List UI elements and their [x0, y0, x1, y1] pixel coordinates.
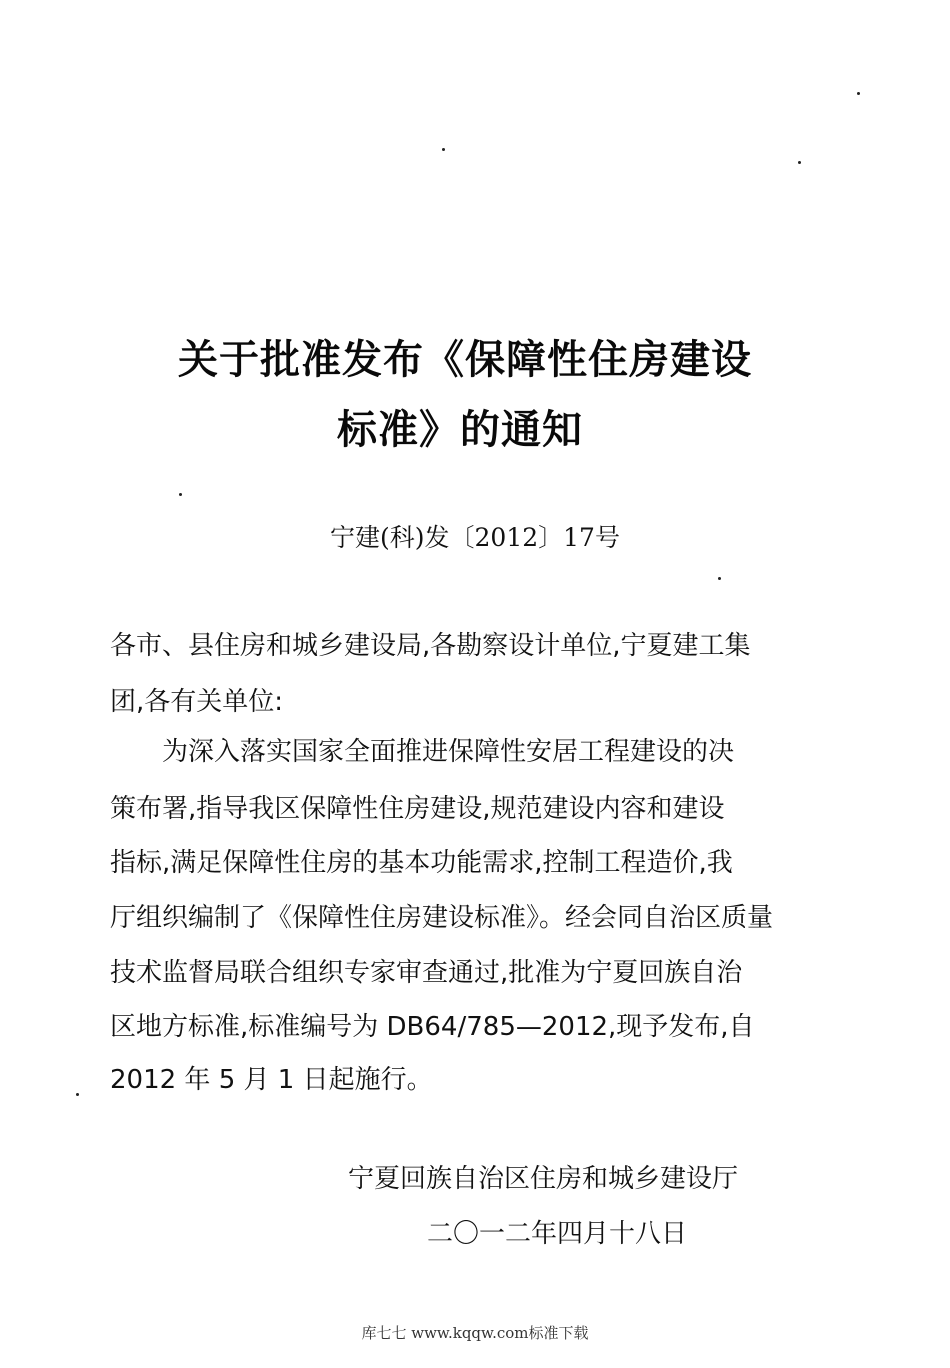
body-line-addressees-cont: 团,各有关单位:	[110, 687, 284, 717]
body-line-addressees: 各市、县住房和城乡建设局,各勘察设计单位,宁夏建工集	[110, 631, 751, 661]
body-line: 策布署,指导我区保障性住房建设,规范建设内容和建设	[110, 794, 725, 824]
scan-speck	[179, 493, 182, 496]
body-line: 为深入落实国家全面推进保障性安居工程建设的决	[162, 737, 735, 767]
issue-date: 二〇一二年四月十八日	[427, 1219, 688, 1249]
document-number: 宁建(科)发〔2012〕17号	[330, 523, 620, 552]
body-line: 指标,满足保障性住房的基本功能需求,控制工程造价,我	[110, 848, 733, 878]
notice-title-line-1: 关于批准发布《保障性住房建设	[178, 337, 752, 383]
footer-watermark: 库七七 www.kqqw.com标准下载	[361, 1324, 589, 1342]
scan-speck	[718, 577, 721, 580]
notice-title-line-2: 标准》的通知	[337, 407, 583, 453]
body-line: 2012 年 5 月 1 日起施行。	[110, 1065, 433, 1095]
scan-speck	[442, 148, 445, 151]
scan-speck	[76, 1093, 79, 1096]
scan-speck	[798, 161, 801, 164]
body-line: 厅组织编制了《保障性住房建设标准》。经会同自治区质量	[110, 903, 774, 933]
issuing-organization: 宁夏回族自治区住房和城乡建设厅	[348, 1164, 739, 1194]
body-line: 技术监督局联合组织专家审查通过,批准为宁夏回族自治	[110, 958, 743, 988]
body-line: 区地方标准,标准编号为 DB64/785—2012,现予发布,自	[110, 1012, 755, 1042]
scan-speck	[857, 92, 860, 95]
